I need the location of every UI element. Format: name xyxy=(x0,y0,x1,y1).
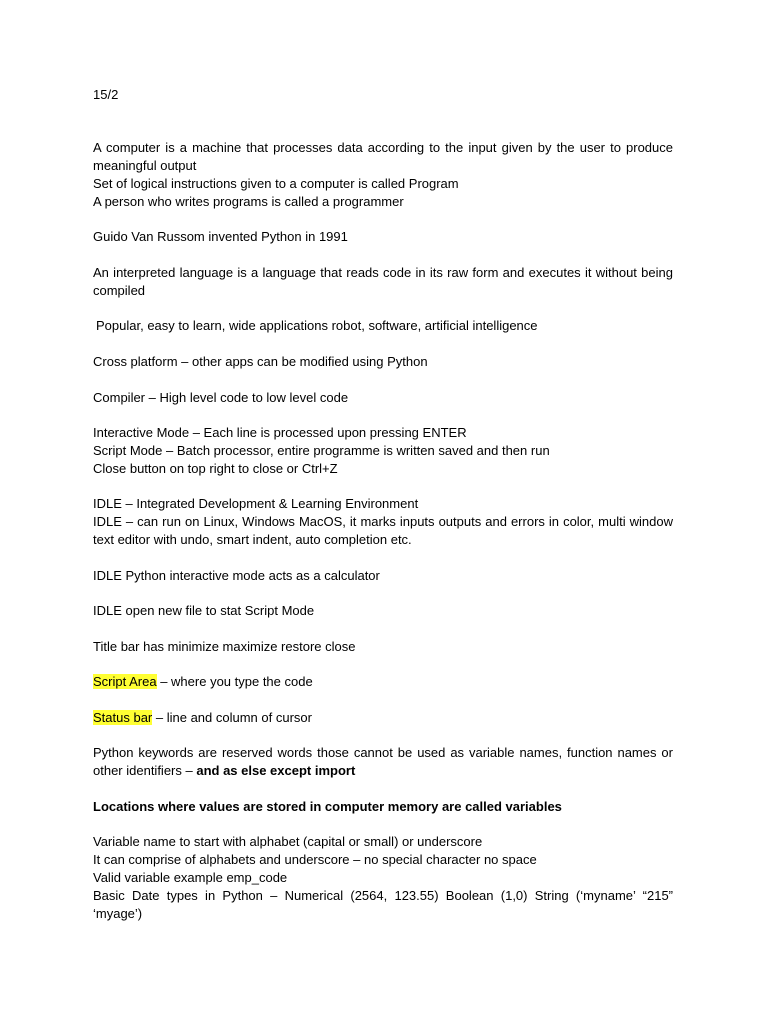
idle-definition: IDLE – Integrated Development & Learning Environment xyxy=(93,496,419,512)
document-body xyxy=(93,86,673,922)
variables-definition: Locations where values are stored in computer memory are called variables xyxy=(93,798,562,814)
cross-platform-line: Cross platform – other apps can be modified using Python xyxy=(93,353,428,369)
data-types-line: Basic Date types in Python – Numerical (2564, 123.55) Boolean (1,0) String (‘myname’ “215” ‘myage’) xyxy=(93,887,673,921)
interactive-mode-line: Interactive Mode – Each line is processed upon pressing ENTER xyxy=(93,425,467,441)
computer-definition: A computer is a machine that processes data according to the input given by the user to produce meaningful output xyxy=(93,140,673,174)
interpreted-definition: An interpreted language is a language that reads code in its raw form and executes it without being compiled xyxy=(93,264,673,298)
status-bar-description: – line and column of cursor xyxy=(152,709,312,725)
idle-new-file-line: IDLE open new file to stat Script Mode xyxy=(93,603,315,619)
variable-example: Valid variable example emp_code xyxy=(93,870,288,886)
compiler-line: Compiler – High level code to low level code xyxy=(93,389,349,405)
script-mode-line: Script Mode – Batch processor, entire programme is written saved and then run xyxy=(93,442,550,458)
programmer-definition: A person who writes programs is called a programmer xyxy=(93,193,404,209)
status-bar-highlight: Status bar xyxy=(93,709,153,725)
script-area-highlight: Script Area xyxy=(93,674,157,690)
keywords-text: Python keywords are reserved words those cannot be used as variable names, function names or other identifiers – xyxy=(93,745,673,779)
variable-start-rule: Variable name to start with alphabet (capital or small) or underscore xyxy=(93,834,483,850)
title-bar-line: Title bar has minimize maximize restore close xyxy=(93,638,356,654)
keywords-paragraph xyxy=(93,744,673,780)
script-area-description: – where you type the code xyxy=(156,674,313,690)
date-heading: 15/2 xyxy=(93,87,119,102)
popular-line: Popular, easy to learn, wide applications robot, software, artificial intelligence xyxy=(96,318,538,334)
variable-comprise-rule: It can comprise of alphabets and underscore – no special character no space xyxy=(93,852,537,868)
python-invented: Guido Van Russom invented Python in 1991 xyxy=(93,229,348,245)
keywords-bold: and as else except import xyxy=(196,763,356,779)
program-definition: Set of logical instructions given to a computer is called Program xyxy=(93,175,459,191)
close-button-line: Close button on top right to close or Ctrl+Z xyxy=(93,460,338,476)
status-bar-line xyxy=(93,709,673,727)
script-area-line xyxy=(93,673,673,691)
idle-features: IDLE – can run on Linux, Windows MacOS, it marks inputs outputs and errors in color, multi window text editor with undo, smart indent, auto completion etc. xyxy=(93,514,673,547)
idle-calculator-line: IDLE Python interactive mode acts as a calculator xyxy=(93,567,380,583)
